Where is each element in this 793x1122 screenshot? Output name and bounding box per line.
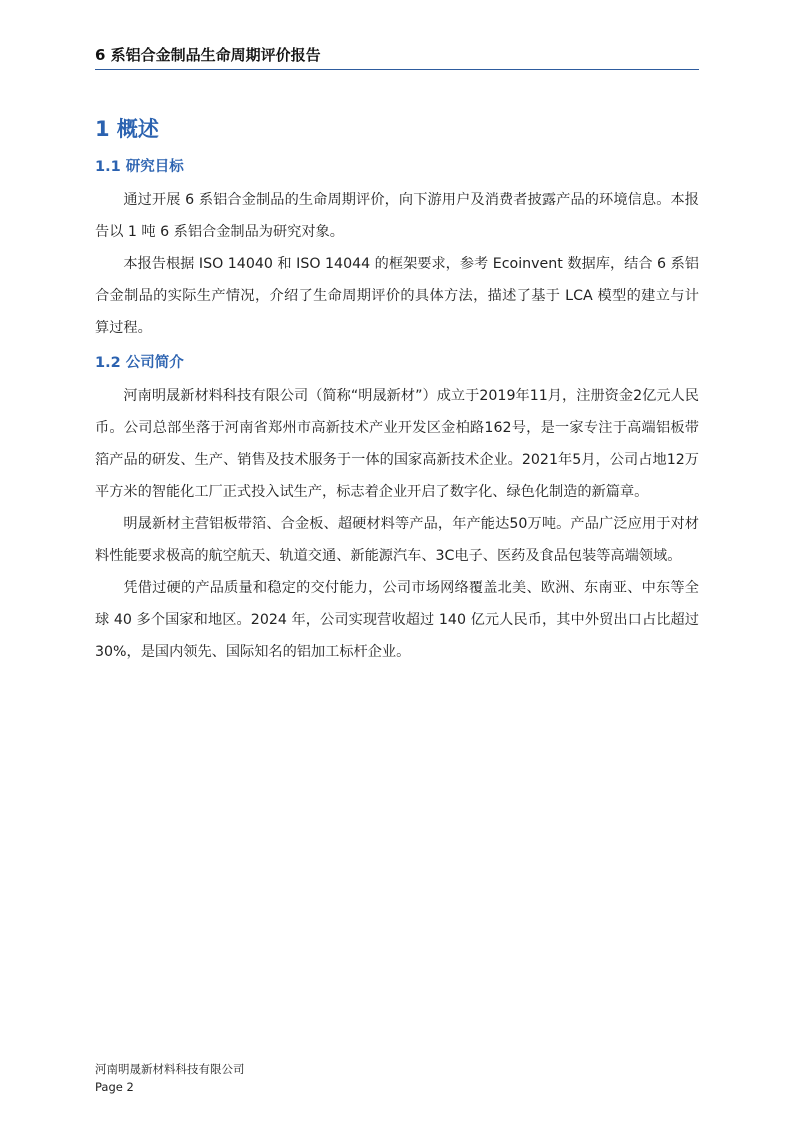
paragraph: 河南明晟新材料科技有限公司（简称“明晟新材”）成立于2019年11月，注册资金2亿元人民币。公司总部坐落于河南省郑州市高新技术产业开发区金柏路162号，是一家专注于高端铝板带箔产品的研发、生产、销售及技术服务于一体的国家高新技术企业。2021年5月，公司占地12万平方米的智能化工厂正式投入试生产，标志着企业开启了数字化、绿色化制造的新篇章。: [95, 388, 699, 500]
page-footer: [95, 1060, 245, 1096]
footer-company-name: 河南明晟新材料科技有限公司: [95, 1062, 245, 1076]
page-header: [95, 40, 699, 70]
paragraph: 凭借过硬的产品质量和稳定的交付能力，公司市场网络覆盖北美、欧洲、东南亚、中东等全球 40 多个国家和地区。2024 年，公司实现营收超过 140 亿元人民币，其中外贸出口占比超过 30%，是国内领先、国际知名的铝加工标杆企业。: [95, 580, 699, 660]
main-content: [95, 112, 699, 668]
page-number: Page 2: [95, 1080, 134, 1094]
subsection-heading-research-goal: 1.1 研究目标: [95, 159, 184, 175]
paragraph: 明晟新材主营铝板带箔、合金板、超硬材料等产品，年产能达50万吨。产品广泛应用于对材料性能要求极高的航空航天、轨道交通、新能源汽车、3C电子、医药及食品包装等高端领域。: [95, 516, 699, 564]
subsection-heading-company-profile: 1.2 公司简介: [95, 355, 184, 371]
section-heading-overview: 1 概述: [95, 117, 159, 141]
paragraph: 本报告根据 ISO 14040 和 ISO 14044 的框架要求，参考 Ecoinvent 数据库，结合 6 系铝合金制品的实际生产情况，介绍了生命周期评价的具体方法，描述了基于 LCA 模型的建立与计算过程。: [95, 256, 699, 336]
document-title: 6 系铝合金制品生命周期评价报告: [95, 46, 321, 64]
paragraph: 通过开展 6 系铝合金制品的生命周期评价，向下游用户及消费者披露产品的环境信息。本报告以 1 吨 6 系铝合金制品为研究对象。: [95, 192, 699, 240]
